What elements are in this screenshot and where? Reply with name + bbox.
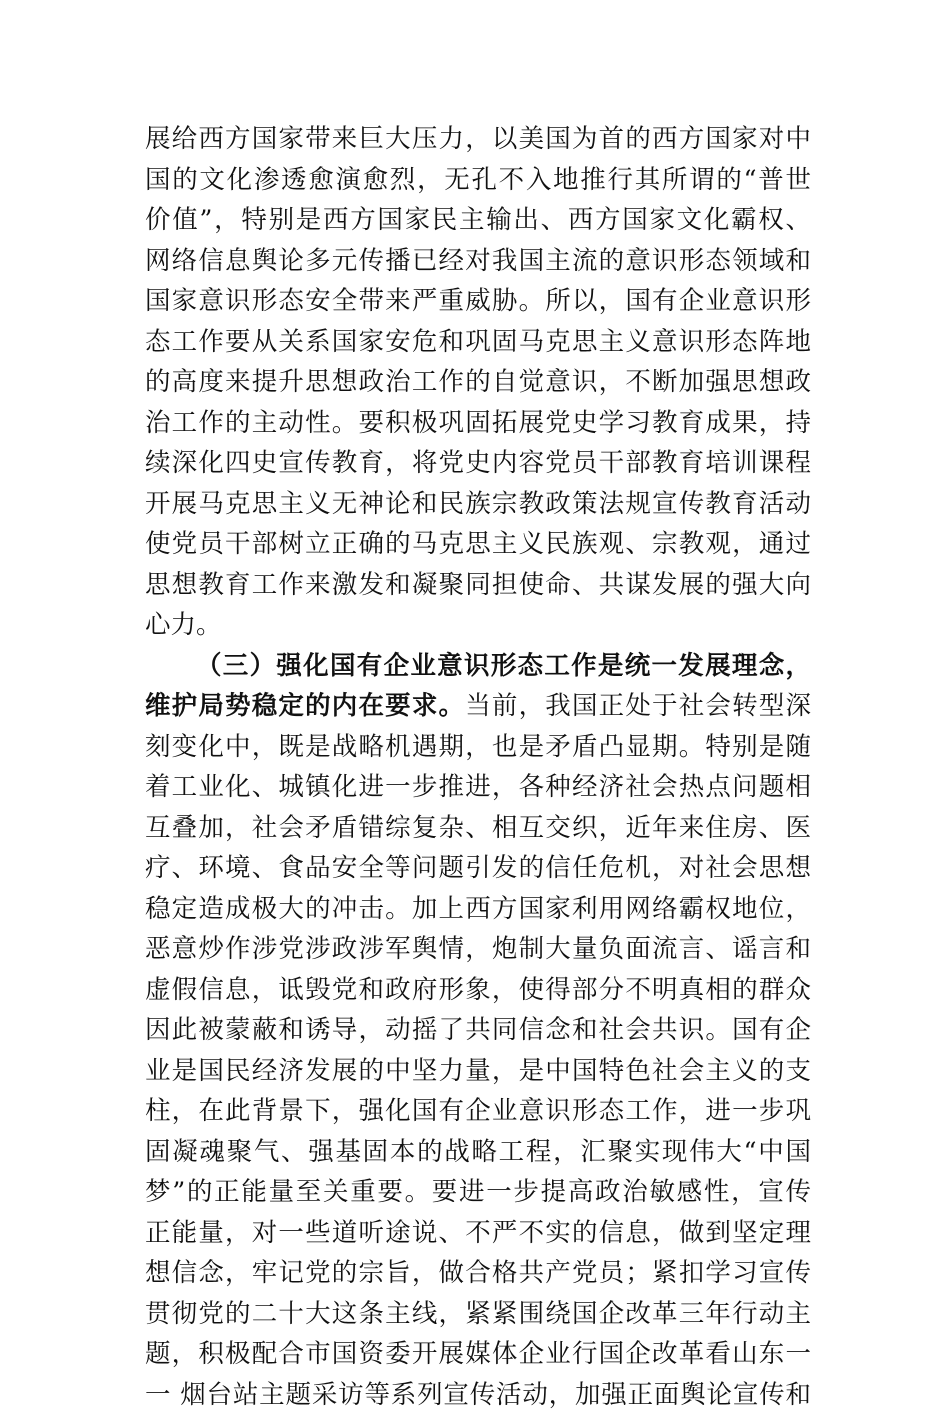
text-line: 态工作要从关系国家安危和巩固马克思主义意识形态阵地 xyxy=(145,322,811,363)
text-line: 因此被蒙蔽和诱导，动摇了共同信念和社会共识。国有企 xyxy=(145,1010,811,1051)
text-line: 想信念，牢记党的宗旨，做合格共产党员；紧扣学习宣传 xyxy=(145,1253,811,1294)
text-line xyxy=(145,686,811,727)
document-body xyxy=(145,119,811,1415)
text-line: 价值”，特别是西方国家民主输出、西方国家文化霸权、 xyxy=(145,200,811,241)
text-line: 一 烟台站主题采访等系列宣传活动，加强正面舆论宣传和 xyxy=(145,1375,811,1415)
text-line: 的高度来提升思想政治工作的自觉意识，不断加强思想政 xyxy=(145,362,811,403)
text-line: 着工业化、城镇化进一步推进，各种经济社会热点问题相 xyxy=(145,767,811,808)
text-line: 业是国民经济发展的中坚力量，是中国特色社会主义的支 xyxy=(145,1051,811,1092)
section-heading: （三）强化国有企业意识形态工作是统一发展理念， xyxy=(145,646,811,687)
text-line: 稳定造成极大的冲击。加上西方国家利用网络霸权地位， xyxy=(145,889,811,930)
text-line: 展给西方国家带来巨大压力，以美国为首的西方国家对中 xyxy=(145,119,811,160)
text-line: 使党员干部树立正确的马克思主义民族观、宗教观，通过 xyxy=(145,524,811,565)
text-line: 梦”的正能量至关重要。要进一步提高政治敏感性，宣传 xyxy=(145,1172,811,1213)
text-line: 固凝魂聚气、强基固本的战略工程，汇聚实现伟大“中国 xyxy=(145,1132,811,1173)
text-span: 当前，我国正处于社会转型深 xyxy=(465,691,811,721)
text-line: 网络信息舆论多元传播已经对我国主流的意识形态领域和 xyxy=(145,241,811,282)
text-line: 国的文化渗透愈演愈烈，无孔不入地推行其所谓的“普世 xyxy=(145,160,811,201)
text-line: 刻变化中，既是战略机遇期，也是矛盾凸显期。特别是随 xyxy=(145,727,811,768)
text-line: 互叠加，社会矛盾错综复杂、相互交织，近年来住房、医 xyxy=(145,808,811,849)
text-line: 续深化四史宣传教育，将党史内容党员干部教育培训课程 xyxy=(145,443,811,484)
text-line: 柱，在此背景下，强化国有企业意识形态工作，进一步巩 xyxy=(145,1091,811,1132)
text-line: 心力。 xyxy=(145,605,811,646)
text-line: 题，积极配合市国资委开展媒体企业行国企改革看山东一 xyxy=(145,1334,811,1375)
text-line: 贯彻党的二十大这条主线，紧紧围绕国企改革三年行动主 xyxy=(145,1294,811,1335)
section-heading-continued: 维护局势稳定的内在要求。 xyxy=(145,691,465,721)
text-line: 思想教育工作来激发和凝聚同担使命、共谋发展的强大向 xyxy=(145,565,811,606)
text-line: 虚假信息，诋毁党和政府形象，使得部分不明真相的群众 xyxy=(145,970,811,1011)
text-line: 疗、环境、食品安全等问题引发的信任危机，对社会思想 xyxy=(145,848,811,889)
text-line: 开展马克思主义无神论和民族宗教政策法规宣传教育活动 xyxy=(145,484,811,525)
text-line: 国家意识形态安全带来严重威胁。所以，国有企业意识形 xyxy=(145,281,811,322)
text-line: 治工作的主动性。要积极巩固拓展党史学习教育成果，持 xyxy=(145,403,811,444)
text-line: 正能量，对一些道听途说、不严不实的信息，做到坚定理 xyxy=(145,1213,811,1254)
text-line: 恶意炒作涉党涉政涉军舆情，炮制大量负面流言、谣言和 xyxy=(145,929,811,970)
